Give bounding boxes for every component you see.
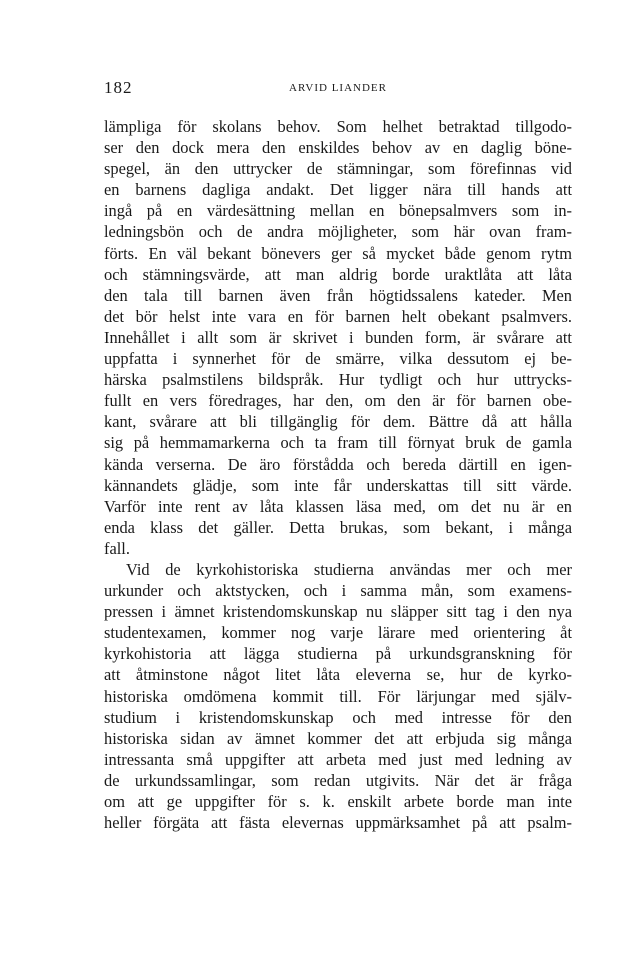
text-line: att åtminstone något litet låta eleverna se, hur de kyrko- [104, 665, 572, 685]
text-line: den tala till barnen även från högtidssalens kateder. Men [104, 285, 572, 305]
text-line: de urkundssamlingar, som redan utgivits. När det är fråga [104, 770, 572, 790]
text-line: enda klass det gäller. Detta brukas, som bekant, i många [104, 517, 572, 537]
text-line: intressanta små uppgifter att arbeta med just med ledning av [104, 749, 572, 769]
text-line: pressen i ämnet kristendomskunskap nu släpper sitt tag i den nya [104, 602, 572, 622]
text-line: spegel, än den uttrycker de stämningar, som förefinnas vid [104, 159, 572, 179]
text-line: studentexamen, kommer nog varje lärare med orientering åt [104, 623, 572, 643]
text-line: en barnens dagliga andakt. Det ligger nära till hands att [104, 180, 572, 200]
text-line: kyrkohistoria att lägga studierna på urkundsgranskning för [104, 644, 572, 664]
text-line: studium i kristendomskunskap och med intresse för den [104, 707, 572, 727]
text-line: ledningsbön och de andra möjligheter, som här ovan fram- [104, 222, 572, 242]
text-line: heller förgäta att fästa elevernas uppmärksamhet på att psalm- [104, 813, 572, 833]
text-line: sig på hemmamarkerna och ta fram till förnyat bruk de gamla [104, 433, 572, 453]
text-line: ingå på en värdesättning mellan en bönepsalmvers som in- [104, 201, 572, 221]
text-line: lämpliga för skolans behov. Som helhet betraktad tillgodo- [104, 117, 572, 136]
page-number: 182 [104, 78, 133, 97]
text-line: fall. [104, 538, 130, 558]
text-line: det bör helst inte vara en för barnen helt obekant psalmvers. [104, 306, 572, 326]
text-line: härska psalmstilens bildspråk. Hur tydligt och hur uttrycks- [104, 370, 572, 390]
text-line: kännandets glädje, som inte får underskattas till sitt värde. [104, 475, 572, 495]
text-line: kant, svårare att bli tillgänglig för dem. Bättre då att hålla [104, 412, 572, 432]
text-line: Vid de kyrkohistoriska studierna användas mer och mer [126, 559, 572, 579]
text-line: uppfatta i synnerhet för de smärre, vilka dessutom ej be- [104, 349, 572, 369]
paragraph-2 [104, 559, 572, 833]
text-line: kända verserna. De äro förstådda och bereda därtill en igen- [104, 454, 572, 474]
text-line: historiska sidan av ämnet kommer det att erbjuda sig många [104, 728, 572, 748]
text-line: om att ge uppgifter för s. k. enskilt arbete borde man inte [104, 792, 572, 811]
text-line: fullt en vers föredrages, har den, om den är för barnen obe- [104, 391, 572, 411]
text-line: och stämningsvärde, att man aldrig borde uraktlåta att låta [104, 264, 572, 284]
text-line: historiska omdömena kommit till. För lärjungar med själv- [104, 686, 572, 706]
text-line: ser den dock mera den enskildes behov av en daglig böne- [104, 138, 572, 158]
paragraph-1 [104, 116, 572, 559]
text-line: Varför inte rent av låta klassen läsa med, om det nu är en [104, 496, 572, 516]
text-line: förts. En väl bekant bönevers ger så mycket både genom rytm [104, 243, 572, 263]
page-header [104, 78, 572, 98]
running-head: ARVID LIANDER [289, 82, 387, 94]
body-text [104, 116, 572, 833]
text-line: Innehållet i allt som är skrivet i bunden form, är svårare att [104, 327, 572, 347]
text-line: urkunder och aktstycken, och i samma mån, som examens- [104, 581, 572, 601]
